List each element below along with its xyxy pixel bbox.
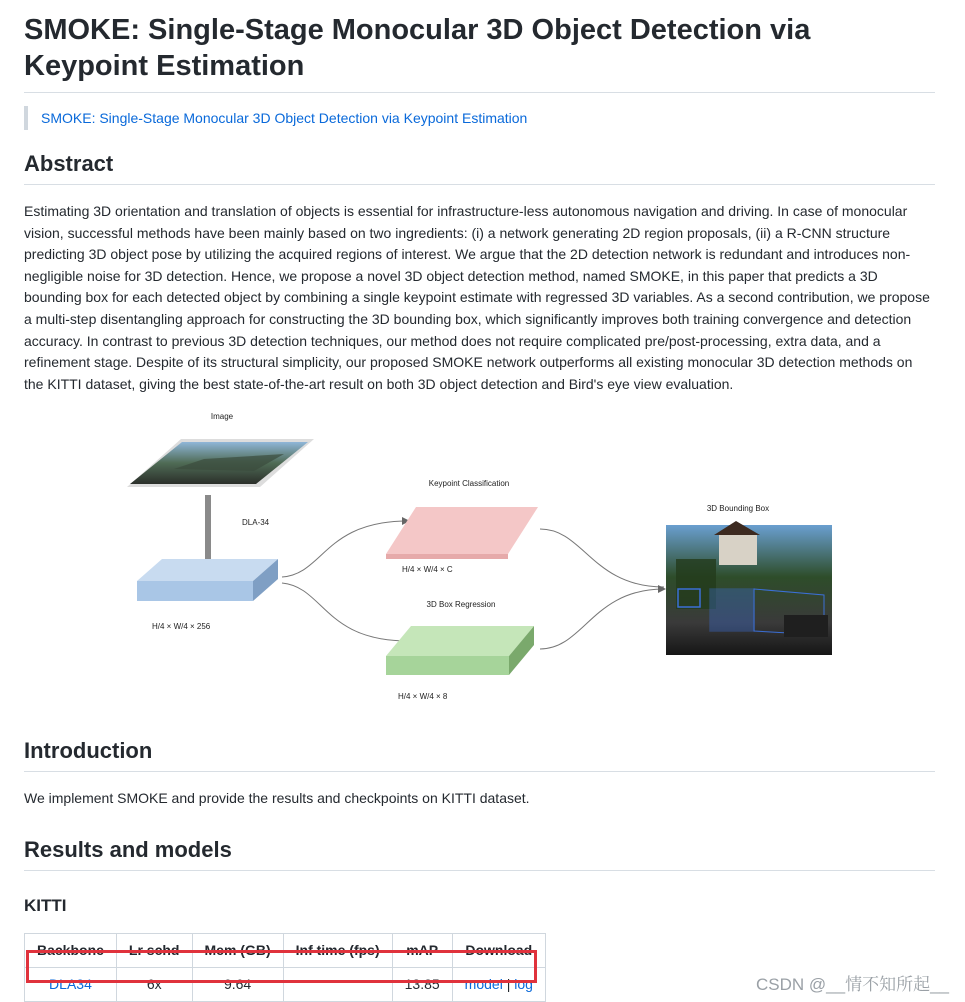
watermark: CSDN @__情不知所起__ xyxy=(756,975,949,994)
abstract-text: Estimating 3D orientation and translation of objects is essential for infrastructure-less autonomous navigation and driving. In case of monocular vision, successful methods have been mainly based on two ingredients: (i) a network generating 2D region proposals, (ii) a R-CNN structure predicting 3D object pose by utilizing the acquired regions of interest. We argue that the 2D detection network is redundant and introduces non-negligible noise for 3D detection. Hence, we propose a novel 3D object detection method, named SMOKE, in this paper that predicts a 3D bounding box for each detected object by combining a single keypoint estimate with regressed 3D variables. As a second contribution, we propose a multi-step disentangling approach for constructing the 3D bounding box, which significantly improves both training convergence and detection accuracy. In contrast to previous 3D detection techniques, our method does not require complicated pre/post-processing, extra data, and a refinement stage. Despite of its structural simplicity, our proposed SMOKE network outperforms all existing monocular 3D detection methods on the KITTI dataset, giving the best state-of-the-art result on both 3D object detection and Bird's eye view evaluation. xyxy=(24,203,930,392)
output-image xyxy=(666,521,832,655)
keypoint-label: Keypoint Classification xyxy=(428,479,510,489)
page-title: SMOKE: Single-Stage Monocular 3D Object Detection via Keypoint Estimation xyxy=(24,12,935,93)
abstract-heading: Abstract xyxy=(24,150,935,185)
map-cell: 13.85 xyxy=(392,967,452,1001)
highlight-box xyxy=(26,950,537,983)
regression-dims: H/4 × W/4 × 8 xyxy=(398,692,448,702)
col-inf-time: Inf time (fps) xyxy=(283,933,392,967)
results-heading: Results and models xyxy=(24,836,935,871)
lr-schd-cell: 6x xyxy=(116,967,192,1001)
readme-page xyxy=(24,0,935,1002)
regression-head xyxy=(386,626,534,675)
backbone-feature-map xyxy=(137,559,278,601)
log-link[interactable]: log xyxy=(514,976,533,993)
bbox-label: 3D Bounding Box xyxy=(706,504,770,514)
input-image xyxy=(127,439,314,487)
col-mem: Mem (GB) xyxy=(192,933,283,967)
keypoint-arrow xyxy=(282,521,408,577)
architecture-figure xyxy=(24,409,935,709)
image-label: Image xyxy=(210,412,234,422)
architecture-diagram xyxy=(24,409,935,709)
mem-cell: 9.64 xyxy=(192,967,283,1001)
col-map: mAP xyxy=(392,933,452,967)
keypoint-head xyxy=(386,507,538,559)
paper-link[interactable]: SMOKE: Single-Stage Monocular 3D Object Detection via Keypoint Estimation xyxy=(41,110,528,126)
model-link[interactable]: model xyxy=(464,976,503,993)
introduction-heading: Introduction xyxy=(24,737,935,772)
kitti-heading: KITTI xyxy=(24,895,67,915)
paper-quote xyxy=(24,106,935,130)
backbone-link[interactable]: DLA34 xyxy=(49,976,92,993)
introduction-text: We implement SMOKE and provide the results and checkpoints on KITTI dataset. xyxy=(24,790,530,807)
backbone-label: DLA-34 xyxy=(242,518,270,528)
backbone-dims: H/4 × W/4 × 256 xyxy=(152,622,211,632)
col-download: Download xyxy=(452,933,545,967)
download-separator: | xyxy=(506,976,511,993)
col-backbone: Backbone xyxy=(25,933,117,967)
regression-arrow xyxy=(282,583,408,641)
regression-label: 3D Box Regression xyxy=(426,600,496,610)
col-lr-schd: Lr schd xyxy=(116,933,192,967)
keypoint-dims: H/4 × W/4 × C xyxy=(402,565,453,575)
